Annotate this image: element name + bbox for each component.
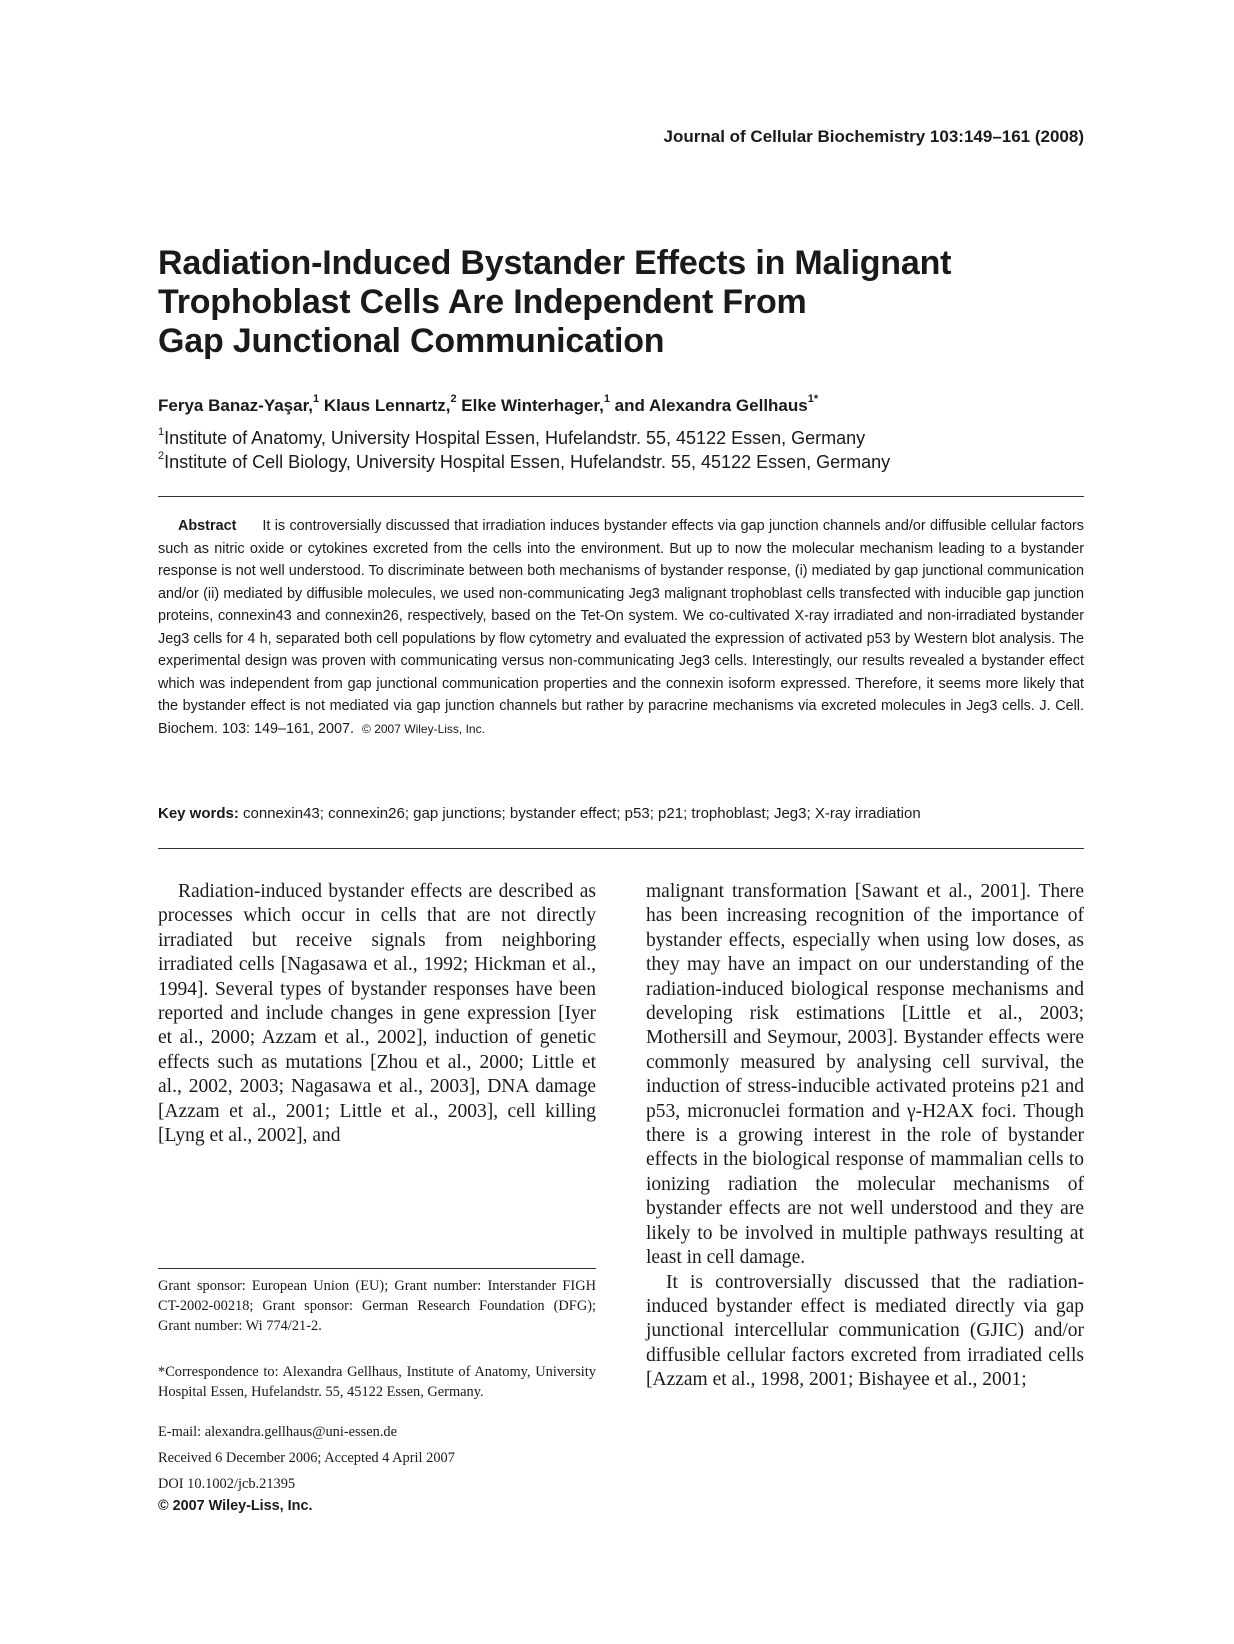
affiliation-text: Institute of Cell Biology, University Hospital Essen, Hufelandstr. 55, 45122 Essen, Germany bbox=[164, 452, 891, 472]
keywords bbox=[158, 805, 921, 822]
affiliation-mark: 1 bbox=[158, 426, 165, 438]
journal-citation: Journal of Cellular Biochemistry 103:149–161 (2008) bbox=[663, 127, 1084, 146]
keywords-text: connexin43; connexin26; gap junctions; bystander effect; p53; p21; trophoblast; Jeg3; X-ray irradiation bbox=[243, 805, 921, 822]
author-affiliation-mark: 1* bbox=[807, 393, 819, 406]
divider bbox=[158, 496, 1084, 497]
footnote-copyright: © 2007 Wiley-Liss, Inc. bbox=[158, 1498, 313, 1514]
affiliation-mark: 2 bbox=[158, 450, 165, 462]
abstract bbox=[158, 515, 1084, 740]
footnote-received-dates: Received 6 December 2006; Accepted 4 April 2007 bbox=[158, 1450, 455, 1466]
keywords-heading: Key words: bbox=[158, 805, 239, 822]
article-title bbox=[158, 244, 1098, 361]
footnote-email: E-mail: alexandra.gellhaus@uni-essen.de bbox=[158, 1424, 398, 1440]
abstract-heading: Abstract bbox=[178, 518, 237, 534]
author-affiliation-mark: 1 bbox=[603, 393, 610, 406]
footnote-grant: Grant sponsor: European Union (EU); Grant number: Interstander FIGH CT-2002-00218; Grant sponsor: German Research Foundation (DFG); Grant number: Wi 774/21-2. bbox=[158, 1278, 596, 1334]
affiliation bbox=[158, 452, 890, 473]
title-line: Trophoblast Cells Are Independent From bbox=[158, 283, 807, 321]
body-paragraph: malignant transformation [Sawant et al., 2001]. There has been increasing recognition of the importance of bystander effects, especially when using low doses, as they may have an impact on our understanding of the radiation-induced biological response mechanisms and developing risk estimations [Little et al., 2003; Mothersill and Seymour, 2003]. Bystander effects were commonly measured by analysing cell survival, the induction of stress-inducible activated proteins p21 and p53, micronuclei formation and γ-H2AX foci. Though there is a growing interest in the role of bystander effects in the biological response of mammalian cells to ionizing radiation the molecular mechanisms of bystander effects are not well understood and they are likely to be involved in multiple pathways resulting at least in cell damage. bbox=[646, 881, 1084, 1269]
abstract-copyright: © 2007 Wiley-Liss, Inc. bbox=[362, 721, 485, 736]
title-line: Radiation-Induced Bystander Effects in Malignant bbox=[158, 244, 952, 282]
body-column-right bbox=[646, 880, 1084, 1393]
author-affiliation-mark: 1 bbox=[312, 393, 320, 406]
author-name: and Alexandra Gellhaus bbox=[614, 396, 808, 415]
footnote-divider bbox=[158, 1268, 596, 1269]
body-paragraph: Radiation-induced bystander effects are described as processes which occur in cells that are not directly irradiated but receive signals from neighboring irradiated cells [Nagasawa et al., 1992; Hickman et al., 1994]. Several types of bystander responses have been reported and include changes in gene expression [Iyer et al., 2000; Azzam et al., 2002], induction of genetic effects such as mutations [Zhou et al., 2000; Little et al., 2002, 2003; Nagasawa et al., 2003], DNA damage [Azzam et al., 2001; Little et al., 2003], cell killing [Lyng et al., 2002], and bbox=[158, 881, 596, 1147]
footnote-doi: DOI 10.1002/jcb.21395 bbox=[158, 1476, 296, 1492]
author-name: Elke Winterhager, bbox=[461, 396, 604, 415]
author-name: Ferya Banaz-Yaşar, bbox=[158, 396, 313, 415]
divider bbox=[158, 848, 1084, 849]
author-affiliation-mark: 2 bbox=[450, 393, 457, 406]
footnote-correspondence: *Correspondence to: Alexandra Gellhaus, Institute of Anatomy, University Hospital Essen, Hufelandstr. 55, 45122 Essen, Germany. bbox=[158, 1364, 596, 1400]
body-paragraph: It is controversially discussed that the radiation-induced bystander effect is mediated directly via gap junctional intercellular communication (GJIC) and/or diffusible cellular factors excreted from irradiated cells [Azzam et al., 1998, 2001; Bishayee et al., 2001; bbox=[646, 1271, 1084, 1391]
body-column-left bbox=[158, 880, 596, 1148]
author-name: Klaus Lennartz, bbox=[323, 396, 451, 415]
affiliation-text: Institute of Anatomy, University Hospital Essen, Hufelandstr. 55, 45122 Essen, Germany bbox=[164, 428, 866, 448]
affiliation bbox=[158, 428, 865, 449]
abstract-text: It is controversially discussed that irradiation induces bystander effects via gap junction channels and/or diffusible cellular factors such as nitric oxide or cytokines excreted from the cells into the environment. But up to now the molecular mechanism leading to a bystander response is not well understood. To discriminate between both mechanisms of bystander response, (i) mediated by gap junctional communication and/or (ii) mediated by diffusible molecules, we used non-communicating Jeg3 malignant trophoblast cells transfected with inducible gap junction proteins, connexin43 and connexin26, respectively, based on the Tet-On system. We co-cultivated X-ray irradiated and non-irradiated bystander Jeg3 cells for 4 h, separated both cell populations by flow cytometry and evaluated the expression of activated p53 by Western blot analysis. The experimental design was proven with communicating versus non-communicating Jeg3 cells. Interestingly, our results revealed a bystander effect which was independent from gap junctional communication properties and the connexin isoform expressed. Therefore, it seems more likely that the bystander effect is not mediated via gap junction channels but rather by paracrine mechanisms via excreted molecules in Jeg3 cells. J. Cell. Biochem. 103: 149–161, 2007. bbox=[158, 518, 1084, 737]
author-list bbox=[158, 393, 819, 416]
title-line: Gap Junctional Communication bbox=[158, 322, 665, 360]
